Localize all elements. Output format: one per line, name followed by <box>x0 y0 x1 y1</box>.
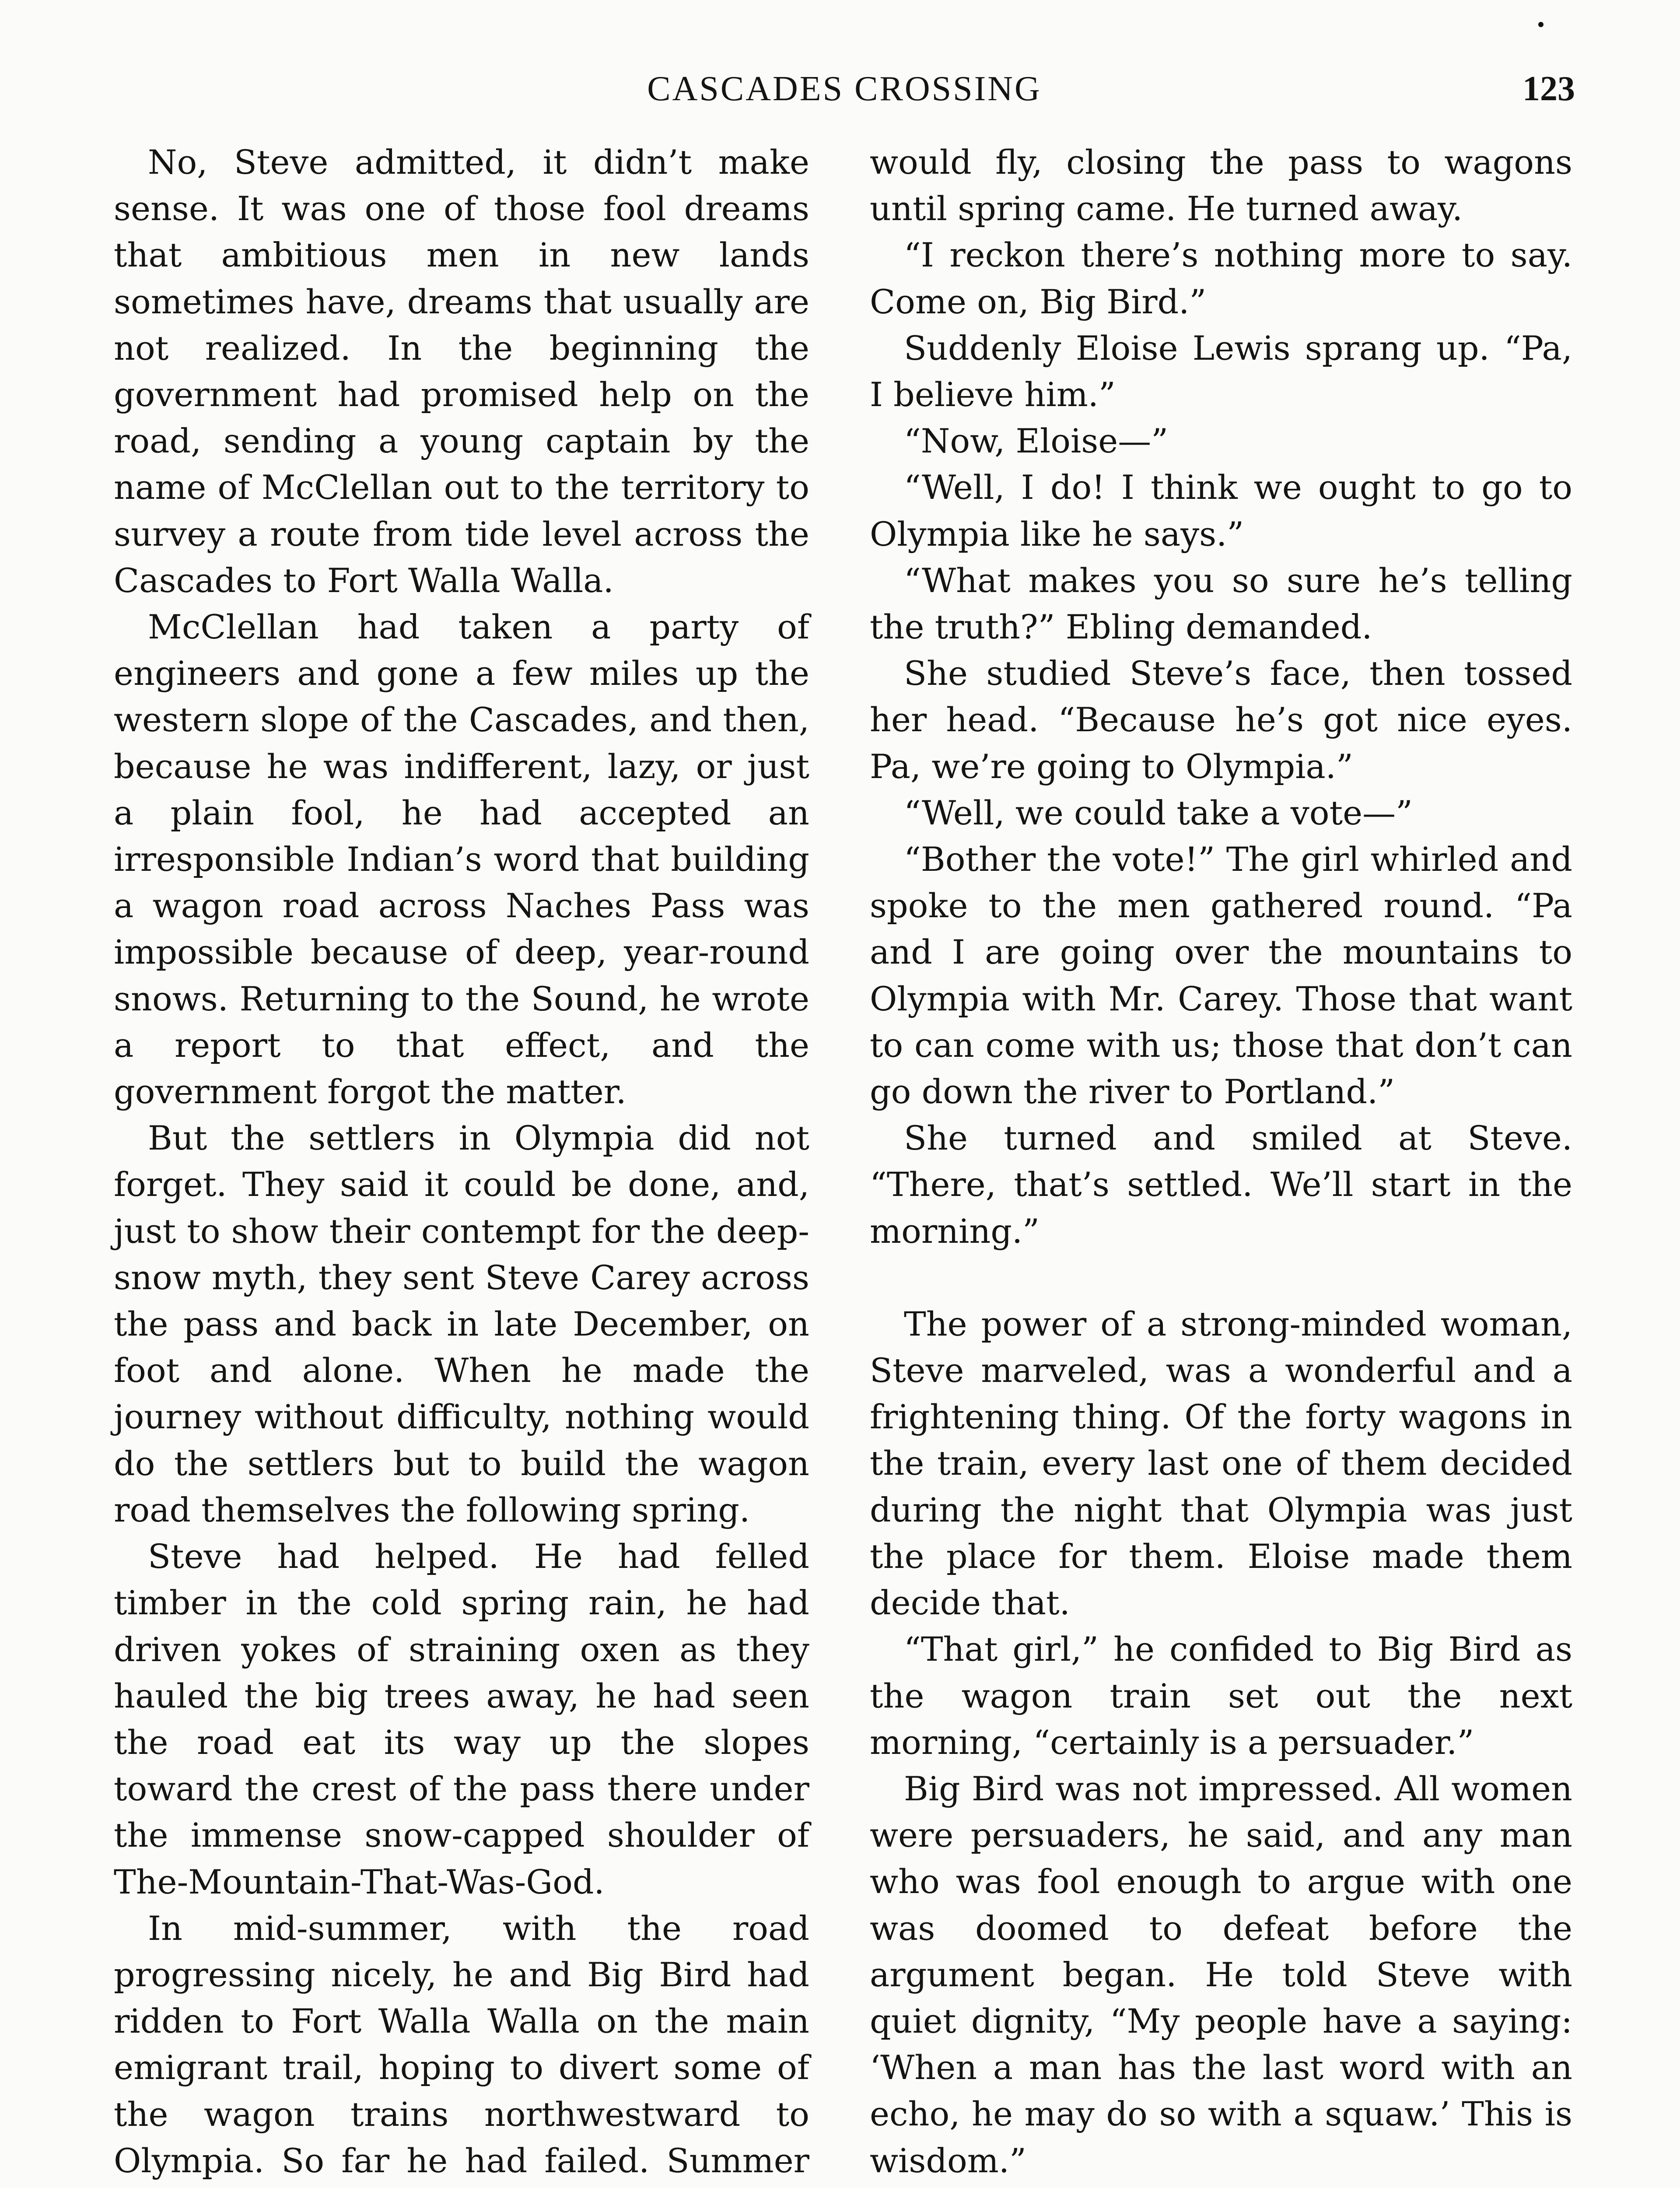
paragraph: McClellan had taken a party of engineers and gone a few miles up the western slope of the Cascades, and then, because he was indifferent, lazy, or just a plain fool, he had accepted an irresponsible Indian’s word that building a wagon road across Naches Pass was impossible because of deep, year-round snows. Returning to the Sound, he wrote a report to that effect, and the government forgot the matter. <box>114 607 809 1112</box>
left-column <box>114 139 809 2188</box>
paragraph: No, Steve admitted, it didn’t make sense. It was one of those fool dreams that ambitious men in new lands sometimes have, dreams that usually are not realized. In the beginning the government had promised help on the road, sending a young captain by the name of McClellan out to the territory to survey a route from tide level across the Cascades to Fort Walla Walla. <box>114 143 809 600</box>
paragraph: “Bother the vote!” The girl whirled and spoke to the men gathered round. “Pa and I are going over the mountains to Olympia with Mr. Carey. Those that want to can come with us; those that don’t can go down the river to Portland.” <box>870 840 1572 1112</box>
paragraph: She studied Steve’s face, then tossed her head. “Because he’s got nice eyes. Pa, we’re going to Olympia.” <box>870 654 1572 786</box>
paragraph: “Now, Eloise—” <box>904 421 1169 461</box>
right-column <box>870 139 1572 2188</box>
paragraph <box>870 2184 1572 2188</box>
paragraph: Big Bird was not impressed. All women were persuaders, he said, and any man who was fool enough to argue with one was doomed to defeat before the argument began. He told Steve with quiet dignity, “My people have a saying: ‘When a man has the last word with an echo, he may do so with a squaw.’ This is wisdom.” <box>870 1769 1572 2180</box>
paragraph: “Well, we could take a vote—” <box>904 793 1413 832</box>
paragraph: “Well, I do! I think we ought to go to Olympia like he says.” <box>870 468 1572 554</box>
paragraph-section-start: The power of a strong-minded woman, Steve marveled, was a wonderful and a frightening thing. Of the forty wagons in the train, every last one of them decided during the night that Olympia was just the place for them. Eloise made them decide that. <box>870 1304 1572 1623</box>
page-header <box>114 69 1575 122</box>
paragraph: But the settlers in Olympia did not forget. They said it could be done, and, just to show their contempt for the deep-snow myth, they sent Steve Carey across the pass and back in late December, on foot and alone. When he made the journey without difficulty, nothing would do the settlers but to build the wagon road themselves the following spring. <box>114 1119 809 1529</box>
paragraph-continued: would fly, closing the pass to wagons until spring came. He turned away. <box>870 143 1572 228</box>
paragraph: In mid-summer, with the road progressing nicely, he and Big Bird had ridden to Fort Walla Walla on the main emigrant trail, hoping to divert some of the wagon trains northwestward to Olympia. So far he had failed. Summer <box>114 1908 809 2180</box>
paragraph: “What makes you so sure he’s telling the truth?” Ebling demanded. <box>870 561 1572 647</box>
page-number: 123 <box>1522 70 1575 108</box>
paragraph: “That girl,” he confided to Big Bird as the wagon train set out the next morning, “certainly is a persuader.” <box>870 1630 1572 1762</box>
page-speck-top <box>1538 22 1544 27</box>
paragraph: Suddenly Eloise Lewis sprang up. “Pa, I believe him.” <box>870 328 1572 414</box>
running-title: CASCADES CROSSING <box>647 70 1042 108</box>
paragraph: She turned and smiled at Steve. “There, that’s settled. We’ll start in the morning.” <box>870 1119 1572 1251</box>
paragraph: Steve had helped. He had felled timber in the cold spring rain, he had driven yokes of straining oxen as they hauled the big trees away, he had seen the road eat its way up the slopes toward the crest of the pass there under the immense snow-capped shoulder of The-Mountain-That-Was-God. <box>114 1537 809 1901</box>
paragraph: “I reckon there’s nothing more to say. Come on, Big Bird.” <box>870 235 1572 321</box>
